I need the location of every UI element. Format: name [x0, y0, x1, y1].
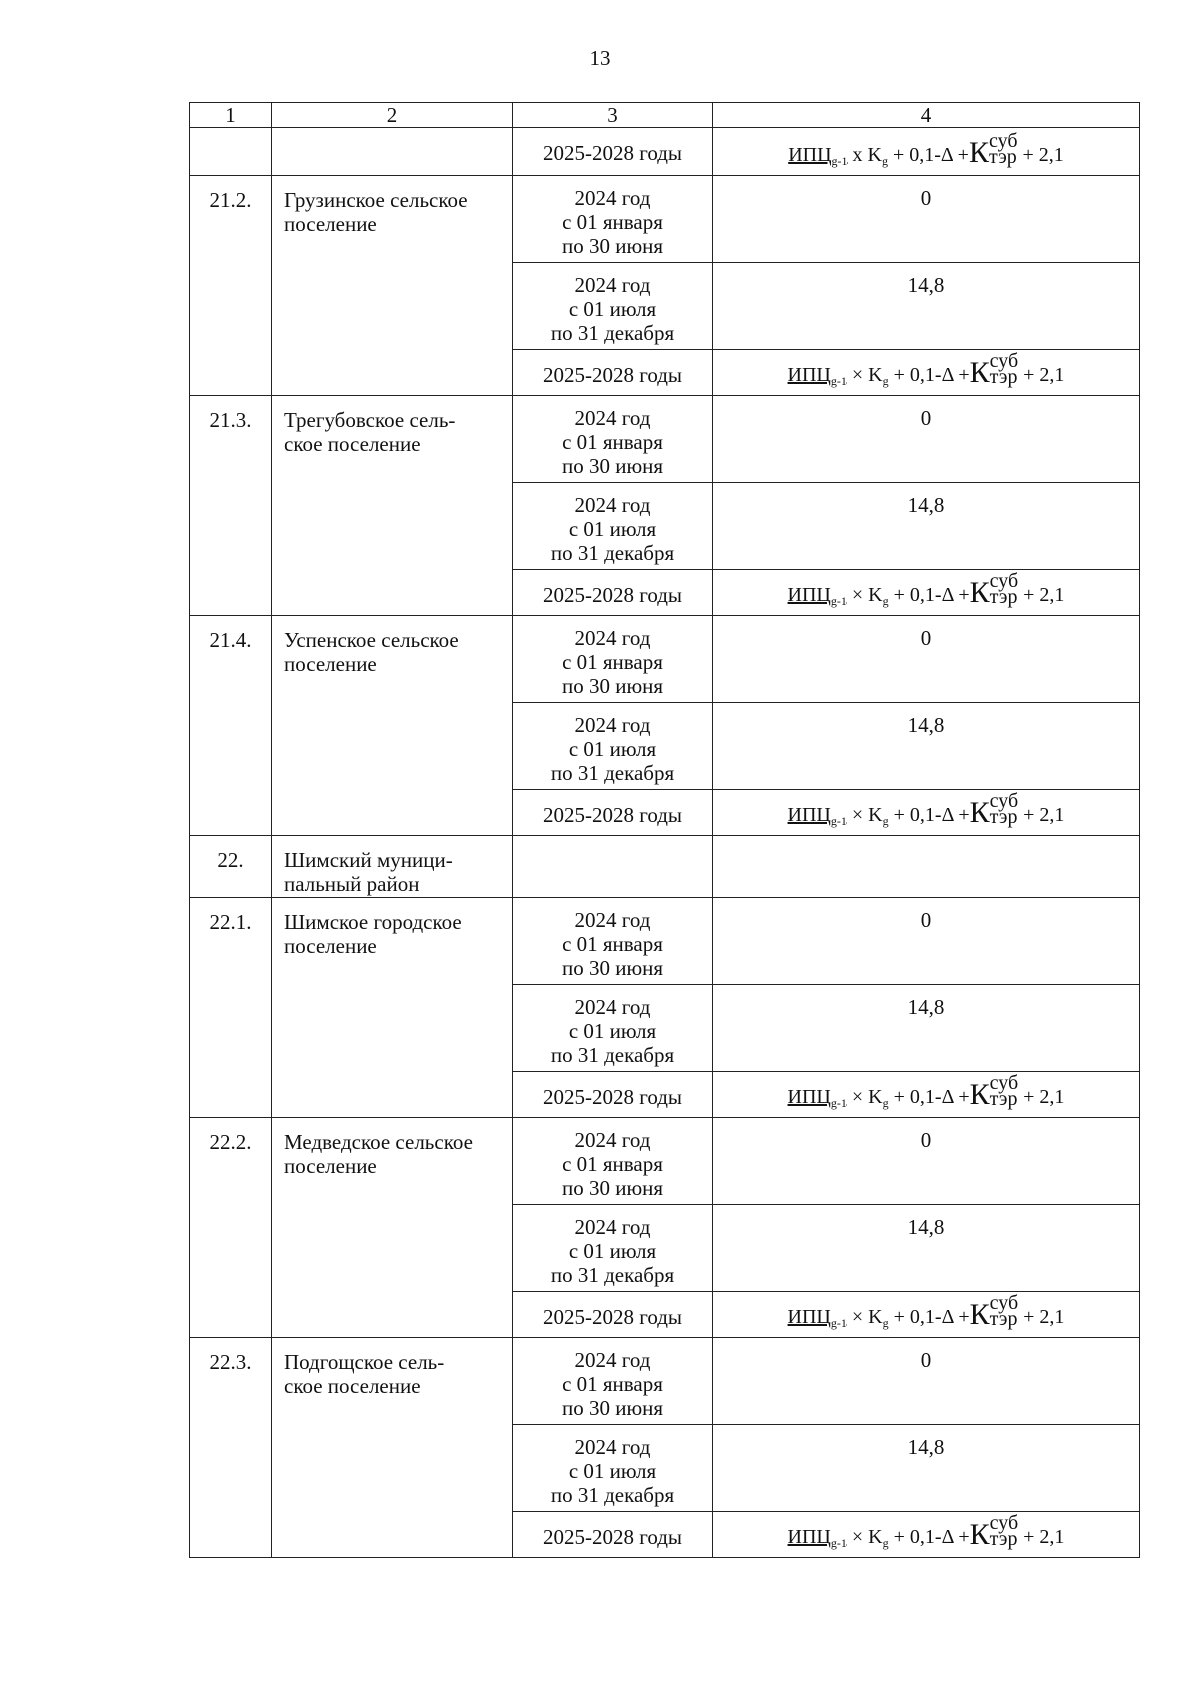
period-cell: 2024 год с 01 июля по 31 декабря [513, 263, 713, 350]
page-number: 13 [589, 46, 611, 70]
row-number: 22.2. [190, 1118, 272, 1338]
period-cell: 2024 год с 01 января по 30 июня [513, 898, 713, 985]
table-row [190, 616, 1140, 703]
settlement-name: Трегубовское сель- ское поселение [272, 396, 513, 616]
table-row [190, 1118, 1140, 1205]
table-row [190, 128, 1140, 176]
settlement-name: Грузинское сельское поселение [272, 176, 513, 396]
formula-cell [713, 1292, 1140, 1338]
row-number: 21.2. [190, 176, 272, 396]
period-cell: 2025-2028 годы [513, 128, 713, 176]
period-cell: 2025-2028 годы [513, 1072, 713, 1118]
header-row [190, 103, 1140, 128]
settlement-name: Шимское городское поселение [272, 898, 513, 1118]
value-cell: 14,8 [713, 1205, 1140, 1292]
period-cell: 2025-2028 годы [513, 350, 713, 396]
name-cell [272, 128, 513, 176]
formula-cell [713, 1072, 1140, 1118]
formula-cell [713, 350, 1140, 396]
row-number: 21.4. [190, 616, 272, 836]
formula-cell [713, 128, 1140, 176]
period-cell: 2025-2028 годы [513, 1292, 713, 1338]
settlement-name: Подгощское сель- ское поселение [272, 1338, 513, 1558]
formula: $ИПЦ_{g-1} \times K_g + 0,1-\Delta +К$ суб тэр + 2,1 [787, 1512, 1065, 1551]
settlement-name: Медведское сельское поселение [272, 1118, 513, 1338]
row-number: 22.1. [190, 898, 272, 1118]
period-cell: 2024 год с 01 января по 30 июня [513, 1338, 713, 1425]
formula: $ИПЦ_{g-1} \times K_g + 0,1-\Delta +К$ суб тэр + 2,1 [787, 570, 1065, 609]
formula: $ИПЦ_{g-1} \times K_g + 0,1-\Delta +К$ суб тэр + 2,1 [787, 1072, 1065, 1111]
value-cell: 0 [713, 1118, 1140, 1205]
formula-cell [713, 1512, 1140, 1558]
table-row [190, 1338, 1140, 1425]
col-header-1: 1 [190, 103, 272, 128]
col-header-4: 4 [713, 103, 1140, 128]
table-row [190, 396, 1140, 483]
period-cell: 2025-2028 годы [513, 1512, 713, 1558]
value-cell: 0 [713, 1338, 1140, 1425]
period-cell: 2025-2028 годы [513, 790, 713, 836]
value-cell: 14,8 [713, 483, 1140, 570]
formula-cell [713, 570, 1140, 616]
district-row [190, 836, 1140, 898]
tariff-table [189, 102, 1140, 1558]
period-cell: 2024 год с 01 июля по 31 декабря [513, 985, 713, 1072]
district-number: 22. [190, 836, 272, 898]
period-cell: 2024 год с 01 июля по 31 декабря [513, 483, 713, 570]
period-cell: 2024 год с 01 января по 30 июня [513, 176, 713, 263]
period-cell: 2024 год с 01 января по 30 июня [513, 396, 713, 483]
value-cell: 0 [713, 616, 1140, 703]
period-cell: 2024 год с 01 июля по 31 декабря [513, 703, 713, 790]
row-number: 21.3. [190, 396, 272, 616]
period-cell: 2024 год с 01 июля по 31 декабря [513, 1425, 713, 1512]
period-cell [513, 836, 713, 898]
period-cell: 2024 год с 01 января по 30 июня [513, 616, 713, 703]
num-cell [190, 128, 272, 176]
table-row [190, 176, 1140, 263]
period-cell: 2024 год с 01 июля по 31 декабря [513, 1205, 713, 1292]
formula: $ИПЦ_{g-1} \times K_g + 0,1-\Delta +К$ суб тэр + 2,1 [787, 790, 1065, 829]
table-row [190, 898, 1140, 985]
value-cell: 14,8 [713, 703, 1140, 790]
value-cell: 0 [713, 176, 1140, 263]
value-cell: 14,8 [713, 985, 1140, 1072]
value-cell: 14,8 [713, 263, 1140, 350]
value-cell: 14,8 [713, 1425, 1140, 1512]
formula: $ИПЦ_{g-1} \times K_g + 0,1-\Delta +К$ суб тэр + 2,1 [787, 1292, 1065, 1331]
settlement-name: Успенское сельское поселение [272, 616, 513, 836]
col-header-2: 2 [272, 103, 513, 128]
value-cell [713, 836, 1140, 898]
period-cell: 2025-2028 годы [513, 570, 713, 616]
formula-cell [713, 790, 1140, 836]
period-cell: 2024 год с 01 января по 30 июня [513, 1118, 713, 1205]
row-number: 22.3. [190, 1338, 272, 1558]
col-header-3: 3 [513, 103, 713, 128]
formula: $ИПЦ_{g-1}$ x $K_g + 0,1-\Delta +К$ суб тэр + 2,1 [788, 130, 1064, 169]
value-cell: 0 [713, 898, 1140, 985]
value-cell: 0 [713, 396, 1140, 483]
district-name: Шимский муници- пальный район [272, 836, 513, 898]
formula: $ИПЦ_{g-1} \times K_g + 0,1-\Delta +К$ суб тэр + 2,1 [787, 350, 1065, 389]
